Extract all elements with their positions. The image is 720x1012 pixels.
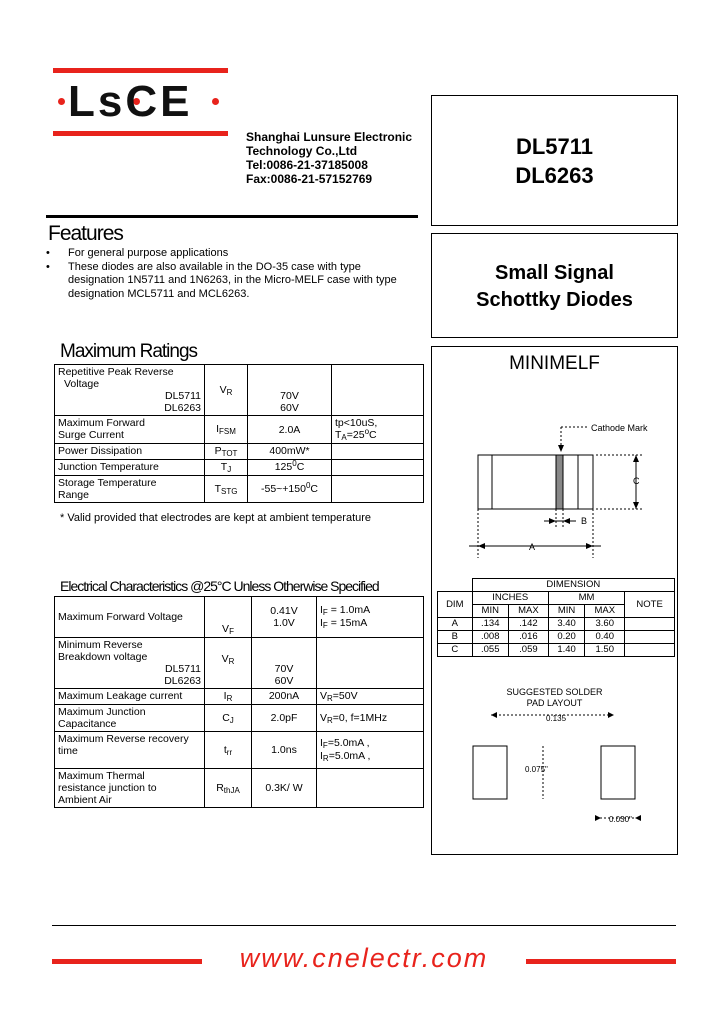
pad-dim-width-arrow-left (491, 712, 497, 718)
value-cell: 0.41V 1.0V (252, 597, 317, 638)
solder-title-2: PAD LAYOUT (526, 698, 583, 708)
param-cell: Maximum Junction Capacitance (55, 705, 205, 732)
cond-cell (332, 444, 424, 460)
solder-title-1: SUGGESTED SOLDER (506, 687, 603, 697)
dim-a-label: A (529, 542, 536, 552)
features-title: Features (48, 222, 123, 245)
value-cell: 70V 60V (248, 365, 332, 416)
part-number-2: DL6263 (515, 163, 594, 188)
dim-cell (625, 618, 675, 631)
feature-text: designation MCL5711 and MCL6263. (68, 287, 250, 300)
cond-cell (317, 638, 424, 689)
value-cell: $125^0C$ (248, 460, 332, 476)
inches-col-header: INCHES (472, 592, 548, 605)
cond-cell: IF=5.0mA , IR=5.0mA , (317, 732, 424, 769)
feature-text: designation 1N5711 and 1N6263, in the Micro-MELF case with type (68, 274, 397, 286)
symbol-cell: VR (205, 638, 252, 689)
inches-min-header: MIN (472, 605, 508, 618)
value-cell: 200nA (252, 689, 317, 705)
bullet: • (46, 260, 50, 273)
pad-dim-pad-arrow-right (635, 815, 641, 821)
param-cell: Maximum Forward Voltage (55, 597, 205, 638)
param-text: Repetitive Peak Reverse (58, 366, 174, 378)
dim-cell: 1.40 (548, 644, 584, 657)
company-tel: Tel:0086-21-37185008 (246, 158, 368, 172)
dim-cell: B (438, 631, 473, 644)
dim-cell: .059 (508, 644, 548, 657)
elec-table (54, 596, 424, 808)
mm-max-header: MAX (585, 605, 625, 618)
cond-cell (317, 769, 424, 808)
mm-col-header: MM (548, 592, 624, 605)
param-cell: Minimum Reverse Breakdown voltage DL5711 DL6263 (55, 638, 205, 689)
cond-cell (332, 460, 424, 476)
pad-dim-pad-label: 0.030" (609, 815, 632, 824)
footer-bar-left (52, 959, 202, 964)
dim-cell (625, 644, 675, 657)
table-row (438, 644, 675, 657)
table-row (438, 631, 675, 644)
pad-dim-height-label: 0.075" (525, 765, 548, 774)
table-row (55, 365, 424, 416)
table-row (55, 689, 424, 705)
dimension-table (437, 578, 675, 657)
subtitle-box (431, 233, 678, 338)
feature-text: These diodes are also available in the DO-35 case with type (68, 260, 361, 273)
table-row (55, 476, 424, 503)
cathode-band (556, 455, 563, 509)
part-number-box (431, 95, 678, 226)
param-cell: Maximum Leakage current (55, 689, 205, 705)
dim-cell: .008 (472, 631, 508, 644)
dim-a-arrow-left (478, 543, 485, 549)
logo-top-bar (53, 68, 228, 73)
cond-cell: tp<10uS, $TA=25^oC$ (332, 416, 424, 444)
param-cell: Power Dissipation (55, 444, 205, 460)
part-label: DL6263 (164, 402, 201, 414)
symbol-cell: TJ (205, 460, 248, 476)
cathode-arrow (558, 445, 564, 452)
value-cell: 70V 60V (252, 638, 317, 689)
features-list (46, 247, 426, 301)
dim-cell: 0.40 (585, 631, 625, 644)
list-item (46, 247, 426, 261)
part-number-1: DL5711 (515, 134, 594, 159)
table-row (55, 638, 424, 689)
pad-dim-width-label: 0.135 (546, 714, 567, 723)
dim-cell: 0.20 (548, 631, 584, 644)
footer-url[interactable]: www.cnelectr.com (239, 943, 489, 973)
footnote: * Valid provided that electrodes are kept at ambient temperature (60, 512, 372, 524)
feature-text: For general purpose applications (68, 247, 229, 259)
part-label: DL5711 (164, 390, 201, 402)
table-row (55, 705, 424, 732)
bullet: • (46, 247, 50, 259)
subtitle-line1: Small Signal (495, 262, 614, 284)
header-divider (46, 215, 418, 218)
param-text: Voltage (64, 378, 100, 390)
symbol-cell: VF (205, 597, 252, 638)
company-fax: Fax:0086-21-57152769 (246, 172, 373, 186)
cond-cell (332, 365, 424, 416)
value-cell: $-55\sim+150^0C$ (248, 476, 332, 503)
param-cell (55, 365, 205, 416)
footer-bar-right (526, 959, 676, 964)
dim-a-arrow-right (586, 543, 593, 549)
dim-col-header: DIM (438, 592, 473, 618)
dim-c-label: C (633, 476, 640, 486)
symbol-cell: IR (205, 689, 252, 705)
dim-cell: 3.60 (585, 618, 625, 631)
value-cell: 2.0pF (252, 705, 317, 732)
pad-dim-pad-arrow-left (595, 815, 601, 821)
solder-pad-right (601, 746, 635, 799)
max-ratings-table (54, 364, 424, 503)
diode-drawing (431, 400, 678, 570)
dim-cell: .055 (472, 644, 508, 657)
symbol-cell: IFSM (205, 416, 248, 444)
package-name: MINIMELF (509, 353, 600, 374)
mm-min-header: MIN (548, 605, 584, 618)
dim-cell: 1.50 (585, 644, 625, 657)
symbol-cell: TSTG (205, 476, 248, 503)
cond-cell (332, 476, 424, 503)
symbol-cell: PTOT (205, 444, 248, 460)
symbol-cell: RthJA (205, 769, 252, 808)
dim-c-arrow-top (633, 455, 639, 462)
solder-pad-drawing (431, 708, 678, 828)
logo-bottom-bar (53, 131, 228, 136)
company-info (246, 130, 412, 186)
note-col-header: NOTE (625, 592, 675, 618)
param-cell: Junction Temperature (55, 460, 205, 476)
solder-pad-left (473, 746, 507, 799)
dimension-header: DIMENSION (472, 579, 674, 592)
dim-b-arrow-right (563, 518, 570, 524)
elec-title: Electrical Characteristics @25°C Unless Otherwise Specified (60, 578, 379, 594)
dim-cell: .016 (508, 631, 548, 644)
diode-body (478, 455, 593, 509)
cond-cell: VR=0, f=1MHz (317, 705, 424, 732)
dim-cell (625, 631, 675, 644)
footer-divider (52, 925, 676, 926)
cond-cell: VR=50V (317, 689, 424, 705)
table-row (55, 732, 424, 769)
dim-cell: C (438, 644, 473, 657)
param-cell: Maximum Forward Surge Current (55, 416, 205, 444)
dim-cell: .134 (472, 618, 508, 631)
company-name-line1: Shanghai Lunsure Electronic (246, 130, 413, 144)
cathode-mark-label: Cathode Mark (591, 423, 648, 433)
logo-dot-right (212, 98, 219, 105)
table-row (55, 769, 424, 808)
list-item-continuation (46, 274, 426, 288)
dim-c-arrow-bottom (633, 502, 639, 509)
table-row (55, 597, 424, 638)
logo-dot-left (58, 98, 65, 105)
symbol-cell: CJ (205, 705, 252, 732)
param-cell: Maximum Reverse recovery time (55, 732, 205, 769)
table-row (55, 444, 424, 460)
table-row (438, 618, 675, 631)
value-cell: 400mW* (248, 444, 332, 460)
dim-cell: A (438, 618, 473, 631)
logo: LsCE (68, 77, 193, 126)
pad-dim-width-arrow-right (608, 712, 614, 718)
dim-b-label: B (581, 516, 588, 526)
list-item-continuation (46, 288, 426, 302)
table-row (55, 460, 424, 476)
param-cell: Storage Temperature Range (55, 476, 205, 503)
table-row (55, 416, 424, 444)
cond-cell: IF = 1.0mA IF = 15mA (317, 597, 424, 638)
symbol-cell: trr (205, 732, 252, 769)
value-cell: 2.0A (248, 416, 332, 444)
max-ratings-title: Maximum Ratings (60, 341, 198, 362)
dim-b-arrow-left (549, 518, 556, 524)
list-item (46, 261, 426, 275)
inches-max-header: MAX (508, 605, 548, 618)
symbol-cell: VR (205, 365, 248, 416)
value-cell: 1.0ns (252, 732, 317, 769)
value-cell: 0.3K/ W (252, 769, 317, 808)
dim-cell: 3.40 (548, 618, 584, 631)
dim-cell: .142 (508, 618, 548, 631)
subtitle-line2: Schottky Diodes (476, 289, 633, 311)
param-cell: Maximum Thermal resistance junction to Ambient Air (55, 769, 205, 808)
company-name-line2: Technology Co.,Ltd (246, 144, 358, 158)
